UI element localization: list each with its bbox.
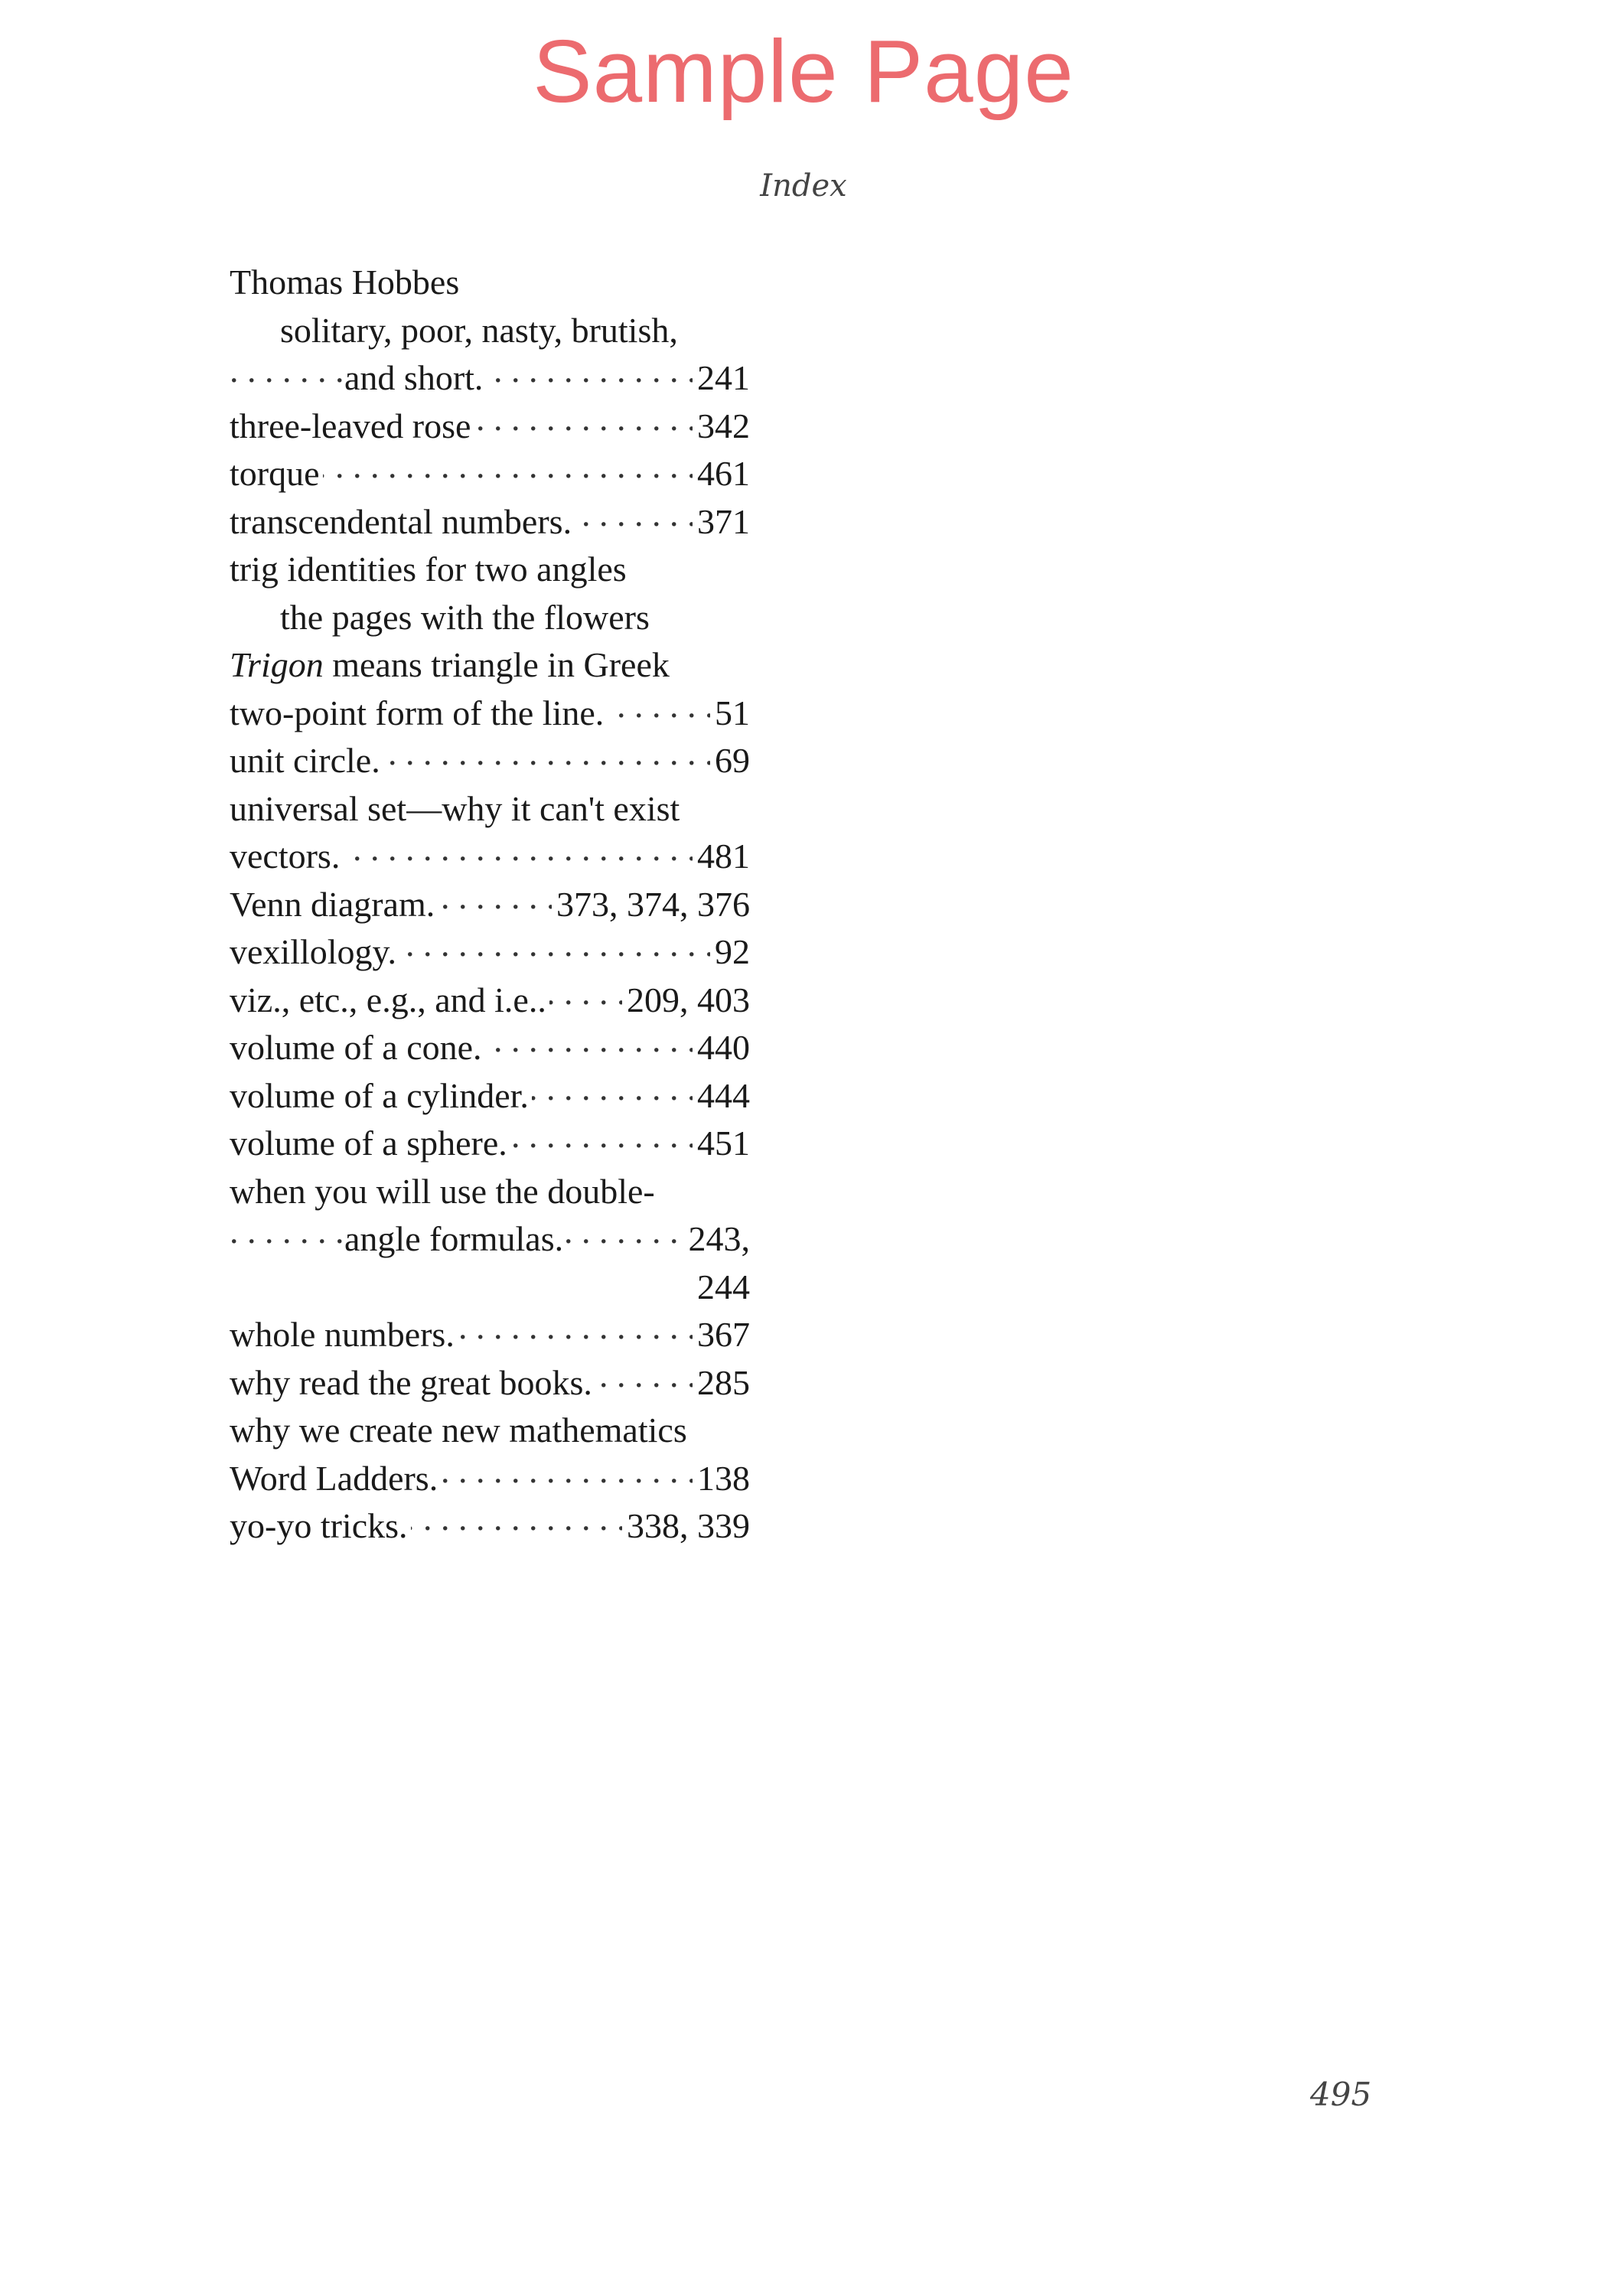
index-entry-label: volume of a cone. [230,1028,485,1067]
index-entry-label: whole numbers. [230,1315,458,1354]
index-entry-heading: when you will use the double- [230,1171,655,1211]
index-entry [230,881,750,929]
index-entry-label: two-point form of the line. [230,693,607,732]
index-entry-label: Venn diagram. [230,885,438,924]
index-entry-pages: 481 [693,833,750,881]
index-entry-pages: 241 [693,354,750,403]
index-subentry-line: the pages with the flowers [280,597,650,637]
index-entry-pages: 367 [693,1311,750,1359]
index-entry-label: three-leaved rose [230,406,474,445]
index-entry [230,690,750,738]
dot-leader [230,354,750,395]
index-entry-pages: 51 [710,690,750,738]
index-entry-pages: 451 [693,1120,750,1168]
index-entry-label: yo-yo tricks. [230,1506,411,1545]
index-entry-pages: 209, 403 [622,977,750,1025]
italic-term: Trigon [230,645,324,684]
running-head: Index [760,168,847,204]
index-entry-heading: trig identities for two angles [230,550,627,589]
index-entry-pages: 338, 339 [622,1502,750,1551]
index-entry [230,498,750,546]
index-entry-label: volume of a sphere. [230,1124,510,1163]
index-entry [230,450,750,498]
index-entry-label: torque [230,454,323,493]
index-entry [230,928,750,977]
index-entry [230,1120,750,1168]
index-entry-heading: why we create new mathematics [230,1411,687,1450]
index-entry-label: volume of a cylinder. [230,1076,532,1115]
index-entry [230,1024,750,1072]
index-entry-label: viz., etc., e.g., and i.e.. [230,980,549,1019]
index-entry-pages: 285 [693,1359,750,1407]
index-entry-pages: 342 [693,403,750,451]
index-subentry [230,354,750,403]
index-entry-heading: universal set—why it can't exist [230,788,680,828]
index-entry-pages: 92 [710,928,750,977]
index-entry-pages: 440 [693,1024,750,1072]
index-entry [230,977,750,1025]
index-entry [230,403,750,451]
index-entry [230,833,750,881]
index-entry-pages: 243, [684,1215,751,1264]
index-entry-label: why read the great books. [230,1363,595,1402]
index-entry-pages: 69 [710,737,750,785]
index-entry [230,1311,750,1359]
index-entry [230,1072,750,1120]
index-entry-label: vectors. [230,837,343,876]
index-entry-label: angle formulas. [344,1219,566,1258]
index-entry-label: and short. [344,358,486,397]
index-subentry-line: solitary, poor, nasty, brutish, [280,310,678,350]
index-entry-pages: 371 [693,498,750,546]
index-entry-pages: 461 [693,450,750,498]
sample-page-watermark: Sample Page [533,21,1074,121]
index-entry-heading: Thomas Hobbes [230,263,460,302]
index-entry [230,1502,750,1551]
index-entry-label: vexillology. [230,932,399,971]
index-entry-label: transcendental numbers. [230,502,575,541]
index-entry-label: unit circle. [230,741,383,780]
index-entry-label: Word Ladders. [230,1459,441,1498]
index-subentry [230,1215,750,1264]
index-entry [230,1455,750,1503]
index-entry-pages: 138 [693,1455,750,1503]
index-entry-heading [230,641,750,690]
index-entry [230,737,750,785]
index-entry-pages: 373, 374, 376 [552,881,750,929]
index-entry-label: means triangle in Greek [323,645,670,684]
index-entry [230,1359,750,1407]
index-entry-pages-continued: 244 [697,1267,750,1306]
index-entry-pages: 444 [693,1072,750,1120]
index-column [230,259,750,1551]
page-number: 495 [1310,2076,1372,2113]
